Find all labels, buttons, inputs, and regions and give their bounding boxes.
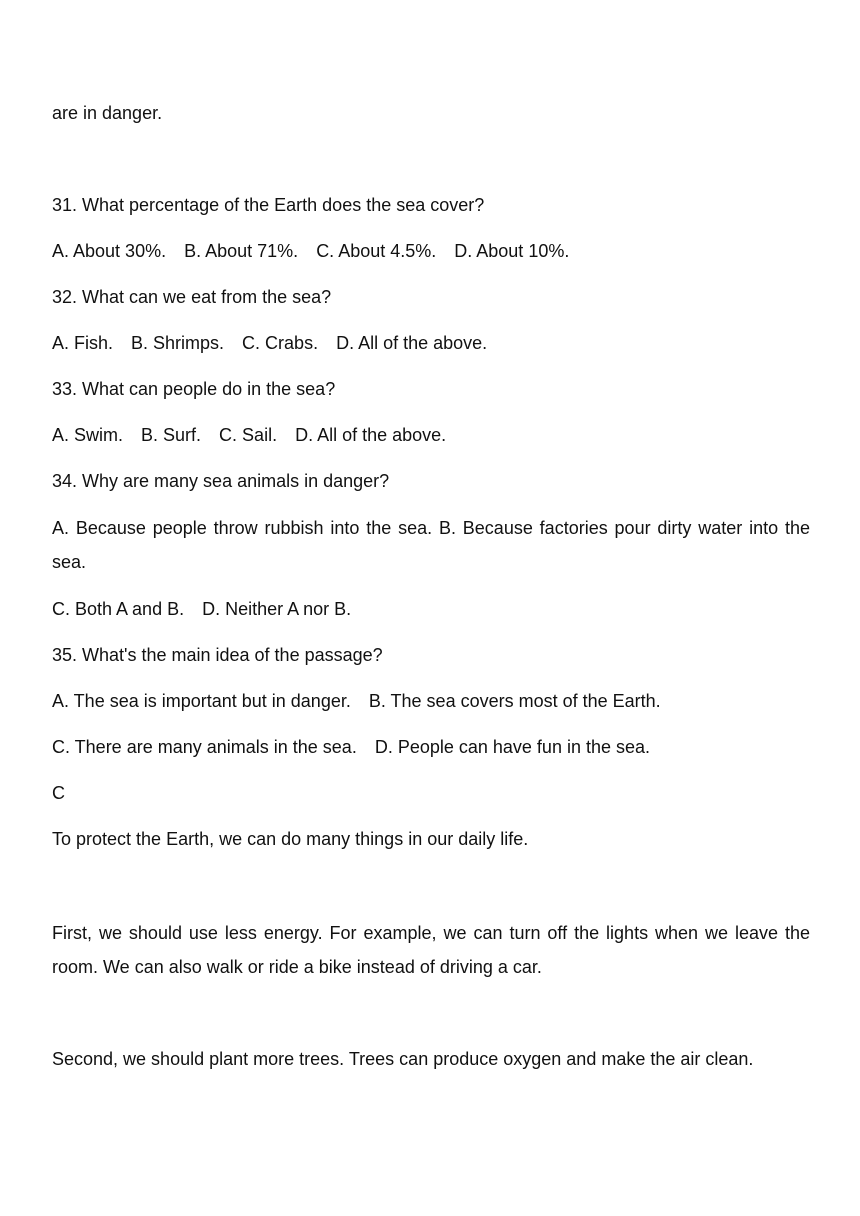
question-34-options-cd: [52, 592, 810, 626]
option-33-c: C. Sail.: [219, 425, 278, 445]
question-35: 35. What's the main idea of the passage?: [52, 645, 383, 665]
question-31: 31. What percentage of the Earth does the sea cover?: [52, 195, 485, 215]
question-33: 33. What can people do in the sea?: [52, 379, 336, 399]
option-31-d: D. About 10%.: [454, 241, 570, 261]
question-34: 34. Why are many sea animals in danger?: [52, 471, 390, 491]
option-35-a: A. The sea is important but in danger.: [52, 691, 351, 711]
question-35-options-ab: [52, 684, 810, 718]
intro-tail-text: are in danger.: [52, 103, 163, 123]
option-34-c: C. Both A and B.: [52, 599, 185, 619]
option-31-c: C. About 4.5%.: [316, 241, 437, 261]
question-34-options-ab: A. Because people throw rubbish into the sea. B. Because factories pour dirty water into the sea.: [52, 518, 810, 572]
question-32: 32. What can we eat from the sea?: [52, 287, 332, 307]
passage-paragraph-1: To protect the Earth, we can do many things in our daily life.: [52, 829, 529, 849]
option-32-a: A. Fish.: [52, 333, 114, 353]
option-33-b: B. Surf.: [141, 425, 202, 445]
question-31-options: [52, 234, 810, 268]
option-35-d: D. People can have fun in the sea.: [374, 737, 651, 757]
option-35-b: B. The sea covers most of the Earth.: [368, 691, 661, 711]
passage-paragraph-3: Second, we should plant more trees. Trees can produce oxygen and make the air clean.: [52, 1049, 754, 1069]
option-33-d: D. All of the above.: [295, 425, 447, 445]
option-32-b: B. Shrimps.: [131, 333, 225, 353]
question-35-options-cd: [52, 730, 810, 764]
section-label: C: [52, 783, 65, 803]
option-34-d: D. Neither A nor B.: [202, 599, 352, 619]
passage-paragraph-2: First, we should use less energy. For example, we can turn off the lights when we leave the room. We can also walk or ride a bike instead of driving a car.: [52, 923, 810, 977]
option-31-a: A. About 30%.: [52, 241, 167, 261]
option-33-a: A. Swim.: [52, 425, 124, 445]
option-32-d: D. All of the above.: [336, 333, 488, 353]
option-35-c: C. There are many animals in the sea.: [52, 737, 357, 757]
question-32-options: [52, 326, 810, 360]
option-32-c: C. Crabs.: [242, 333, 319, 353]
question-33-options: [52, 418, 810, 452]
option-31-b: B. About 71%.: [184, 241, 299, 261]
